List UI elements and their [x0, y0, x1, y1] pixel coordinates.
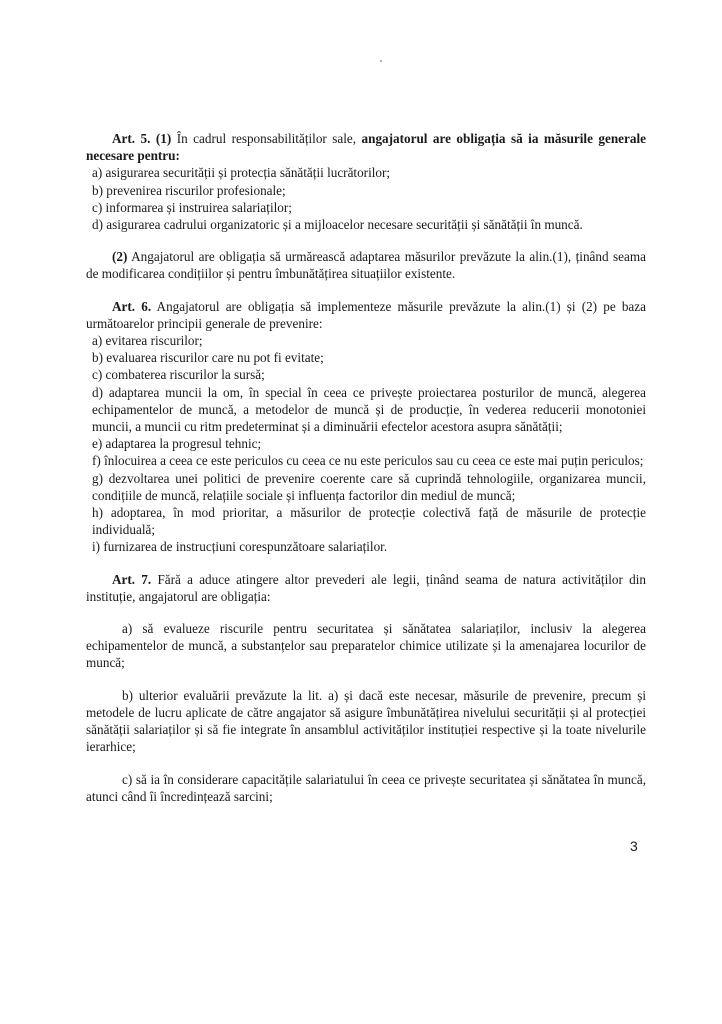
art5-label: Art. 5.: [112, 131, 151, 146]
art6-lead: [86, 298, 646, 332]
page-number: 3: [630, 838, 638, 854]
art6-label: Art. 6.: [112, 298, 152, 314]
art5-item-b: b) prevenirea riscurilor profesionale;: [92, 182, 286, 198]
art6-item-g: g) dezvoltarea unei politici de prevenire coerente care să cuprindă tehnologiile, organizarea muncii, condițiile de muncă, relațiile sociale și influența factorilor din mediul de muncă;: [92, 470, 646, 503]
art7-lead-text: Fără a aduce atingere altor prevederi ale legii, ținând seama de natura activităților din instituție, angajatorul are obligația:: [86, 571, 646, 604]
art5-lead: [86, 130, 646, 164]
art7-item-a: a) să evalueze riscurile pentru securitatea și sănătatea salariaților, inclusiv la alegerea echipamentelor de muncă, a substanțelor sau preparatelor chimice utilizate și la amenajarea locurilor de muncă;: [86, 621, 646, 671]
art5-item-a: a) asigurarea securității și protecția sănătății lucrătorilor;: [92, 165, 391, 181]
art6-item-e: e) adaptarea la progresul tehnic;: [92, 436, 262, 452]
art5-item-c: c) informarea și instruirea salariaților;: [92, 199, 292, 215]
art7-item-b: b) ulterior evaluării prevăzute la lit. a) și dacă este necesar, măsurile de prevenire, precum și metodele de lucru aplicate de către angajator să asigure îmbunătățirea nivelului securității și al protecției sănătății salariaților și să fie integrate în ansamblul activităților instituției respective și la toate nivelurile ierarhice;: [86, 687, 646, 755]
art5-item-d: d) asigurarea cadrului organizatoric și a mijloacelor necesare securității și sănătății în muncă.: [92, 217, 583, 233]
scan-speck: [380, 60, 382, 62]
art7-item-c: c) să ia în considerare capacitățile salariatului în ceea ce privește securitatea și sănătatea în muncă, atunci când îi încredințează sarcini;: [86, 771, 646, 804]
art6-item-d: d) adaptarea muncii la om, în special în ceea ce privește proiectarea posturilor de muncă, alegerea echipamentelor de muncă, a metodelor de muncă și de producție, în vederea reducerii monotoniei muncii, a muncii cu ritm predeterminat și a diminuării efectelor acestora asupra sănătății;: [92, 384, 646, 435]
art5-para2: [86, 248, 646, 282]
art5-para-number: (1): [155, 131, 172, 146]
art5-lead-bold: angajatorul are obligația să ia măsurile generale necesare pentru:: [86, 131, 646, 164]
art5-para2-number: (2): [112, 249, 128, 265]
art6-lead-text: Angajatorul are obligația să implementeze măsurile prevăzute la alin.(1) și (2) pe baza următoarelor principii generale de prevenire:: [86, 298, 646, 331]
document-body: [86, 130, 646, 805]
art7-label: Art. 7.: [112, 571, 152, 587]
art5-lead-text: În cadrul responsabilităților sale,: [171, 131, 362, 146]
art6-item-i: i) furnizarea de instrucțiuni corespunzătoare salariaților.: [92, 539, 388, 555]
art7-lead: [86, 571, 646, 605]
art6-item-c: c) combaterea riscurilor la sursă;: [92, 367, 265, 383]
art6-item-b: b) evaluarea riscurilor care nu pot fi evitate;: [92, 350, 324, 366]
art6-item-h: h) adoptarea, în mod prioritar, a măsurilor de protecție colectivă față de măsurile de protecție individuală;: [92, 505, 646, 538]
art5-para2-text: Angajatorul are obligația să urmărească adaptarea măsurilor prevăzute la alin.(1), ținând seama de modificarea condițiilor și pentru îmbunătățirea situațiilor existente.: [86, 249, 646, 282]
art6-item-f: f) înlocuirea a ceea ce este periculos cu ceea ce nu este periculos sau cu ceea ce este mai puțin periculos;: [92, 453, 644, 469]
art6-item-a: a) evitarea riscurilor;: [92, 333, 203, 349]
